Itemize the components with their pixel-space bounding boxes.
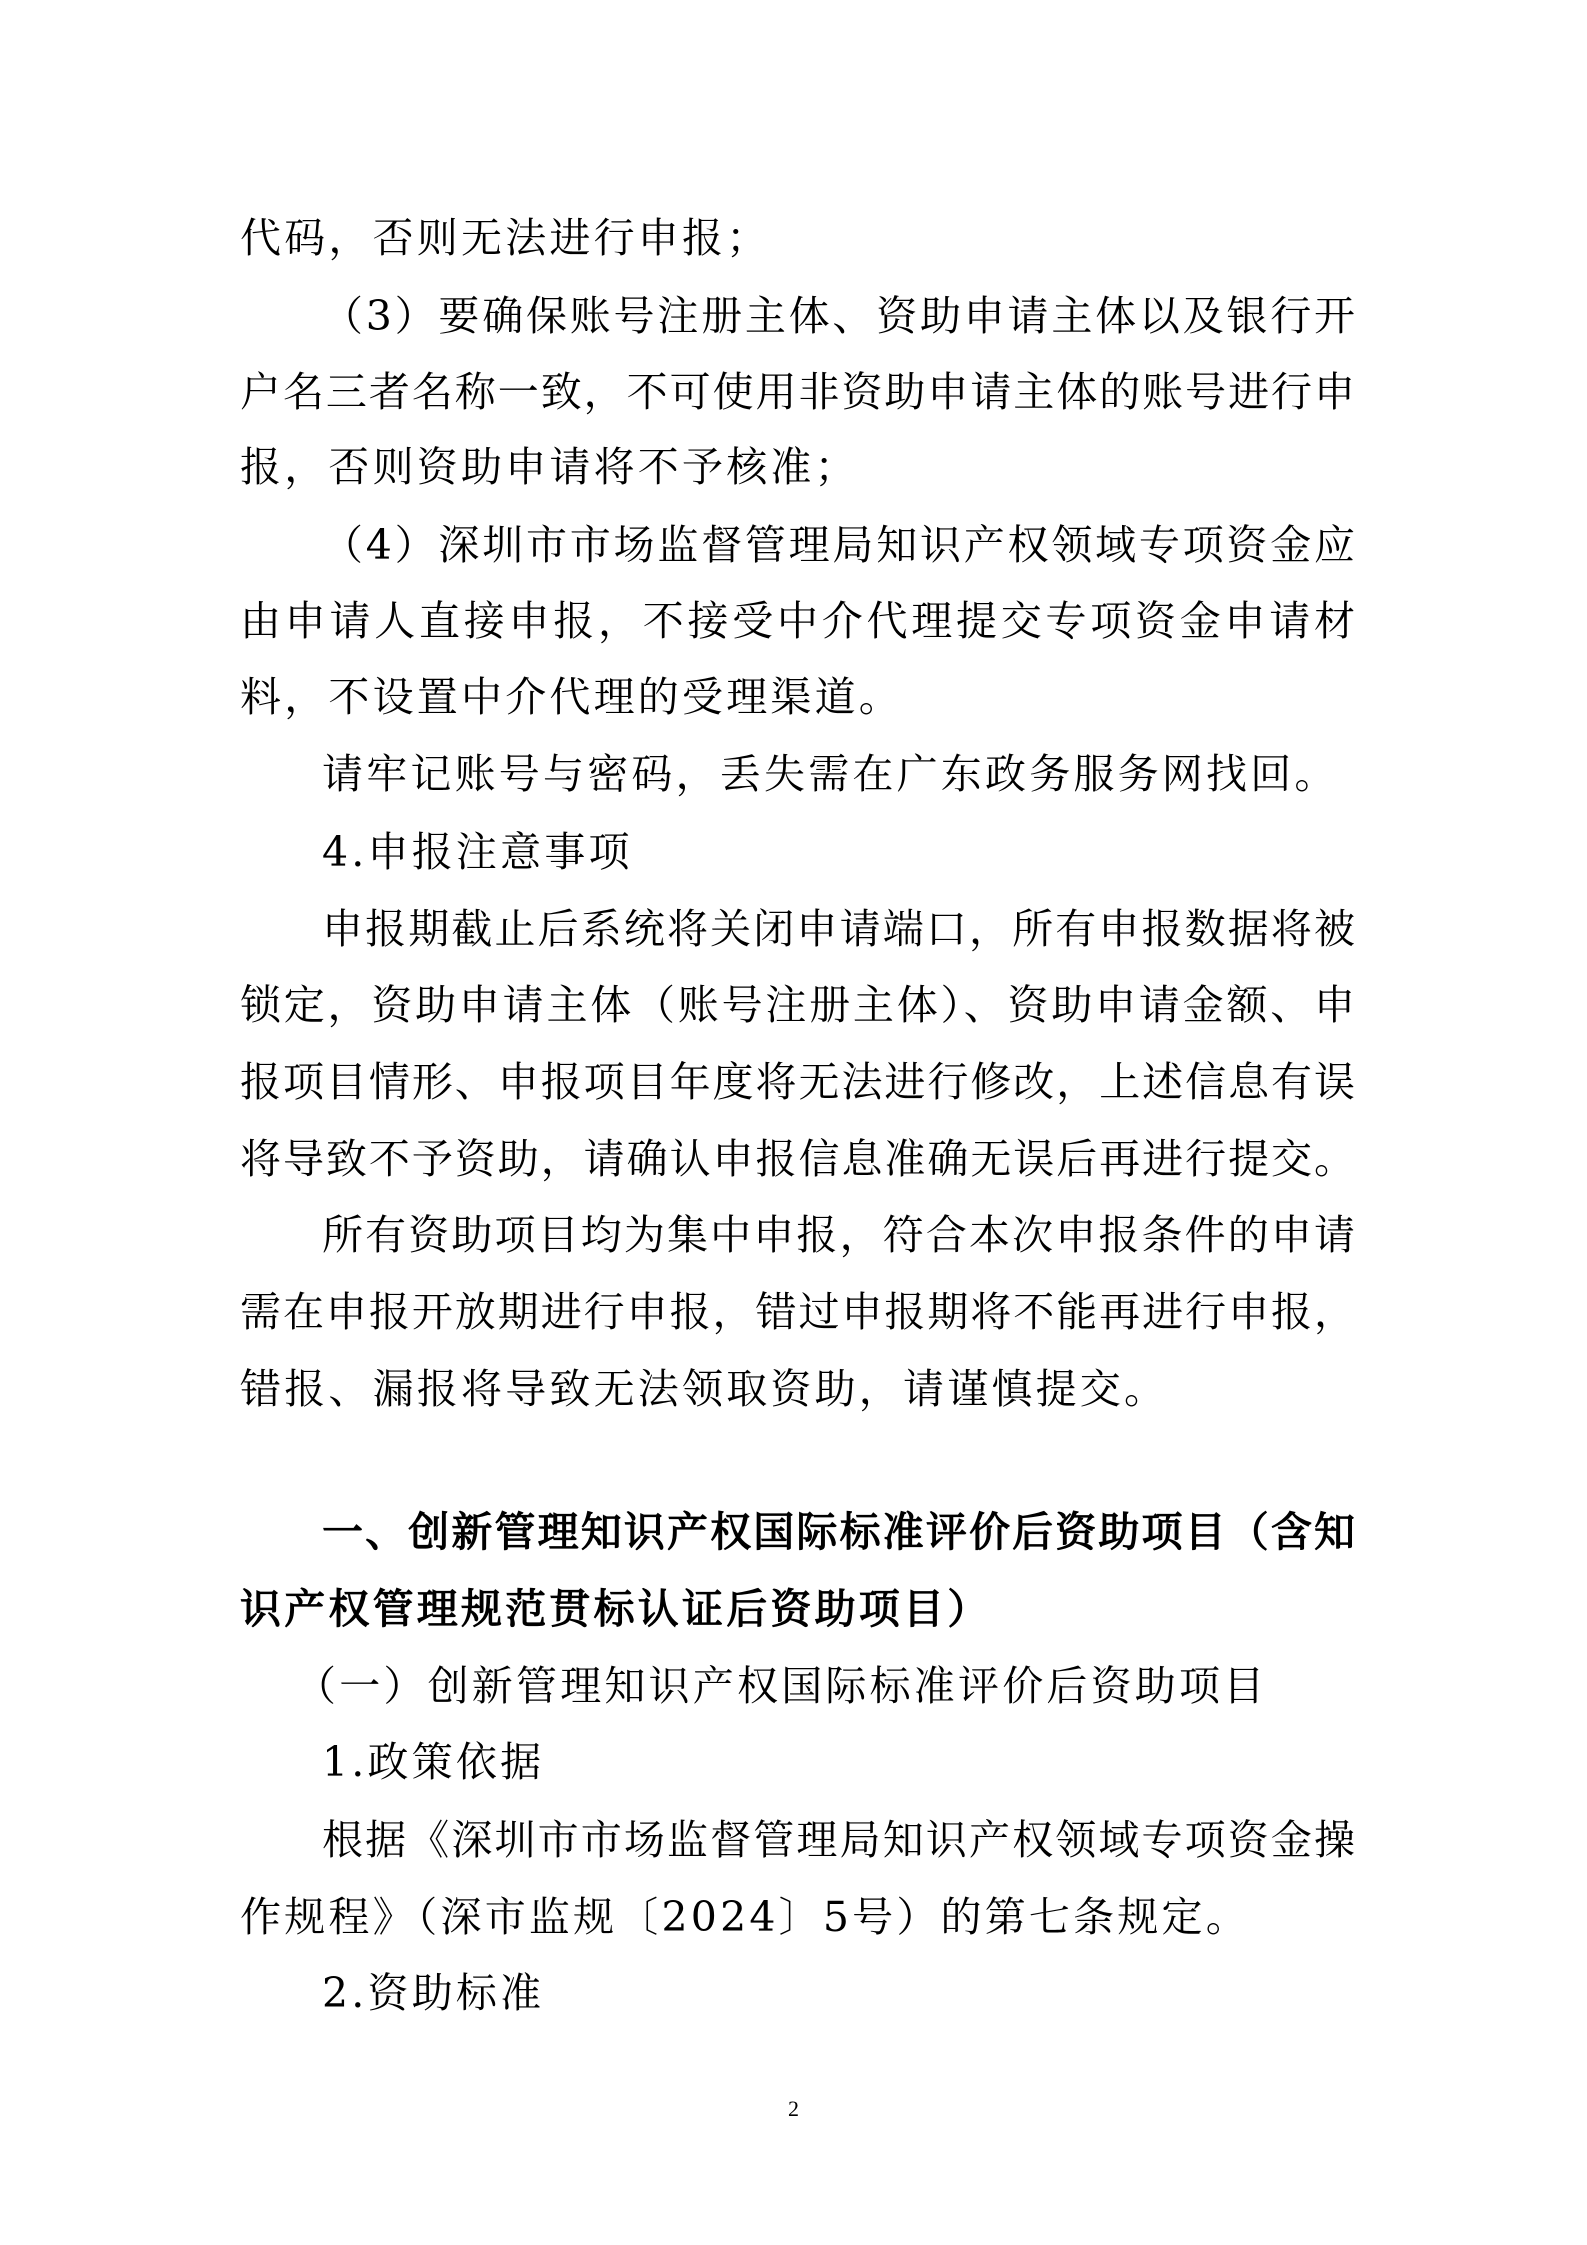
paragraph-first-line: 根据《深圳市市场监督管理局知识产权领域专项资金操 bbox=[322, 1816, 1355, 1864]
body-text-line: 料，不设置中介代理的受理渠道。 bbox=[240, 673, 903, 721]
body-text-line: 请牢记账号与密码，丢失需在广东政务服务网找回。 bbox=[322, 750, 1339, 798]
body-text-line: 需在申报开放期进行申报，错过申报期将不能再进行申报， bbox=[240, 1288, 1355, 1336]
body-text-line: 报项目情形、申报项目年度将无法进行修改，上述信息有误 bbox=[240, 1058, 1355, 1106]
body-text-line: 作规程》（深市监规〔2024〕5号）的第七条规定。 bbox=[240, 1893, 1250, 1941]
list-item-4: （4）深圳市市场监督管理局知识产权领域专项资金应 bbox=[322, 521, 1355, 569]
body-text-line: 由申请人直接申报，不接受中介代理提交专项资金申请材 bbox=[240, 597, 1355, 645]
section-subheading: 4.申报注意事项 bbox=[322, 828, 633, 876]
paragraph-first-line: 所有资助项目均为集中申报，符合本次申报条件的申请 bbox=[322, 1211, 1355, 1259]
body-text-line: 代码，否则无法进行申报； bbox=[240, 214, 771, 262]
page-number: 2 bbox=[788, 2096, 799, 2121]
list-item-3: （3）要确保账号注册主体、资助申请主体以及银行开 bbox=[322, 292, 1355, 340]
item-heading: 2.资助标准 bbox=[322, 1969, 545, 2017]
body-text-line: 锁定，资助申请主体（账号注册主体）、资助申请金额、申 bbox=[240, 981, 1355, 1029]
item-heading: 1.政策依据 bbox=[322, 1738, 545, 1786]
body-text-line: 报，否则资助申请将不予核准； bbox=[240, 443, 859, 491]
body-text-line: 错报、漏报将导致无法领取资助，请谨慎提交。 bbox=[240, 1365, 1169, 1413]
subsection-heading: （一）创新管理知识产权国际标准评价后资助项目 bbox=[295, 1662, 1268, 1710]
section-heading-continued: 识产权管理规范贯标认证后资助项目） bbox=[240, 1585, 992, 1633]
body-text-line: 将导致不予资助，请确认申报信息准确无误后再进行提交。 bbox=[240, 1135, 1355, 1183]
paragraph-first-line: 申报期截止后系统将关闭申请端口，所有申报数据将被 bbox=[322, 905, 1355, 953]
body-text-line: 户名三者名称一致，不可使用非资助申请主体的账号进行申 bbox=[240, 368, 1355, 416]
section-heading: 一、创新管理知识产权国际标准评价后资助项目（含知 bbox=[322, 1508, 1355, 1556]
